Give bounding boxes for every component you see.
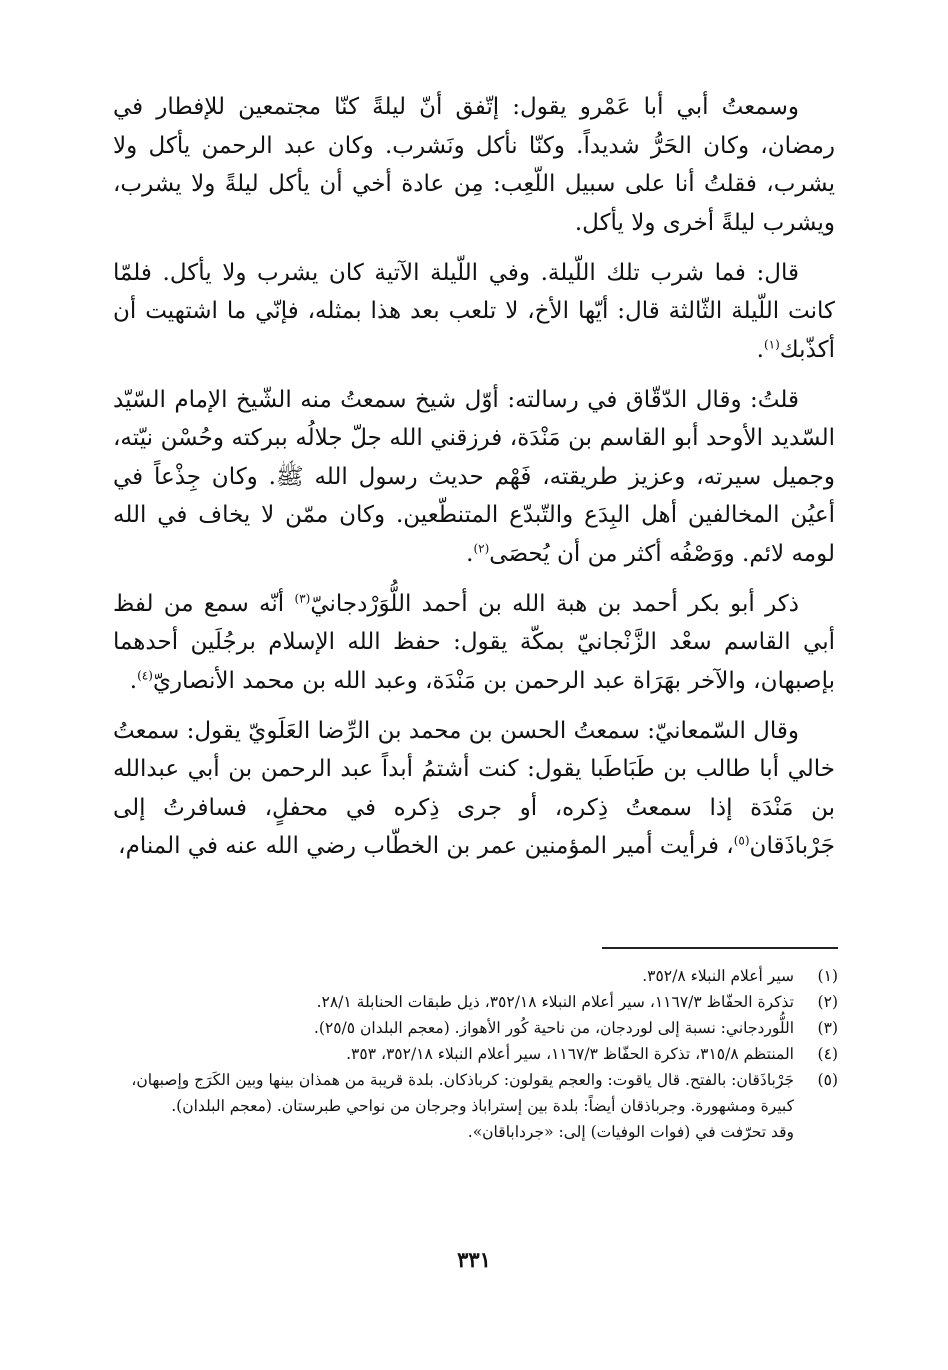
footnote-1 [116, 963, 838, 989]
paragraph-3 [113, 381, 835, 574]
footnote-text: المنتظم ٣١٥/٨، تذكرة الحفّاظ ١١٦٧/٣، سير أعلام النبلاء ٣٥٢/١٨، ٣٥٣. [346, 1045, 794, 1063]
footnotes [116, 963, 838, 1145]
paragraph-5-end: ، فرأيت أمير المؤمنين عمر بن الخطّاب رضي الله عنه في المنام، [118, 833, 734, 859]
paragraph-2 [113, 254, 835, 370]
footnote-text: تذكرة الحفّاظ ١١٦٧/٣، سير أعلام النبلاء ٣٥٢/١٨، ذيل طبقات الحنابلة ٢٨/١. [316, 993, 794, 1011]
main-text [113, 88, 835, 877]
footnote-2 [116, 989, 838, 1015]
paragraph-5 [113, 712, 835, 866]
footnote-3 [116, 1015, 838, 1041]
paragraph-4 [113, 585, 835, 701]
footnote-number: (٤) [817, 1045, 838, 1063]
footnote-marker-2: (٢) [473, 540, 490, 555]
paragraph-2-end: . [756, 336, 764, 363]
footnote-5 [116, 1067, 838, 1119]
paragraph-2-text: قال: فما شرب تلك اللّيلة. وفي اللّيلة الآتية كان يشرب ولا يأكل. فلمّا كانت اللّيلة الثّالثة قال: أيّها الأخ، لا تلعب بعد هذا بمثله، فإنّي ما اشتهيت أن أكذّبك [113, 259, 835, 363]
footnote-number: (٢) [817, 993, 838, 1011]
paragraph-3-text: قلتُ: وقال الدّقّاق في رسالته: أوّل شيخ سمعتُ منه الشّيخ الإمام السّيّد السّديد الأوحد أبو القاسم بن مَنْدَة، فرزقني الله جلّ جلالُه ببركته وحُسْن نيّته، وجميل سيرته، وعزيز طريقته، فَهْم حديث رسول الله ﷺ. وكان جِذْعاً في أعيُن المخالفين أهل البِدَع والتّبدّع المتنطّعين. وكان ممّن لا يخاف في الله لومه لائم. ووَصْفُه أكثر من أن يُحصَى [113, 386, 835, 567]
footnote-text: سير أعلام النبلاء ٣٥٢/٨. [642, 967, 794, 985]
paragraph-1-text: وسمعتُ أبي أبا عَمْرو يقول: إتّفق أنّ ليلةً كنّا مجتمعين للإفطار في رمضان، وكان الحَرُّ شديداً. وكنّا نأكل ونَشرب. وكان عبد الرحمن يأكل ولا يشرب، فقلتُ أنا على سبيل اللّعِب: مِن عادة أخي أن يأكل ليلةً ولا يشرب، ويشرب ليلةً أخرى ولا يأكل. [113, 94, 835, 236]
footnote-separator [602, 947, 838, 949]
footnote-text: جَرْباذَقان: بالفتح. قال ياقوت: والعجم يقولون: كرباذكان. بلدة قريبة من همذان بينها وبين الكَرَج وإصبهان، كبيرة ومشهورة. وجرباذقان أيضاً: بلدة بين إستراباذ وجرجان من نواحي طبرستان. (معجم البلدان). [131, 1071, 794, 1115]
footnote-marker-3: (٣) [294, 590, 311, 605]
footnote-number: (٣) [817, 1019, 838, 1037]
page-number: ٣٣١ [457, 1247, 491, 1272]
paragraph-1 [113, 88, 835, 242]
footnote-marker-1: (١) [763, 336, 780, 351]
footnote-marker-5: (٥) [733, 833, 750, 848]
paragraph-4-end: . [129, 667, 138, 694]
footnote-number: (١) [817, 967, 838, 985]
paragraph-4-text: ذكر أبو بكر أحمد بن هبة الله بن أحمد اللُّوَرْدجانيّ [310, 590, 799, 617]
footnote-4 [116, 1041, 838, 1067]
footnote-marker-4: (٤) [137, 667, 153, 682]
paragraph-5-text: وقال السّمعانيّ: سمعتُ الحسن بن محمد بن الرِّضا العَلَويّ يقول: سمعتُ خالي أبا طالب بن طَبَاطَبا يقول: كنت أشتمُ أبداً عبد الرحمن بن أبي عبدالله بن مَنْدَة إذا سمعتُ ذِكره، أو جرى ذِكره في محفلٍ، فسافرتُ إلى جَرْباذَقان [113, 717, 835, 859]
footnote-number: (٥) [817, 1071, 838, 1089]
footnote-5-continuation: وقد تحرّفت في (فوات الوفيات) إلى: «جرداباقان». [467, 1123, 794, 1141]
paragraph-4-middle: أنّه سمع من لفظ أبي القاسم سعْد الزَّنْجانيّ بمكّة يقول: حفظ الله الإسلام برجُلَين أحدهما بإصبهان، والآخر بهَرَاة عبد الرحمن بن مَنْدَة، وعبد الله بن محمد الأنصاريّ [113, 590, 835, 694]
paragraph-3-end: . [466, 540, 474, 567]
footnote-text: اللُّوردجاني: نسبة إلى لوردجان، من ناحية كُور الأهواز. (معجم البلدان ٢٥/٥). [313, 1019, 794, 1037]
